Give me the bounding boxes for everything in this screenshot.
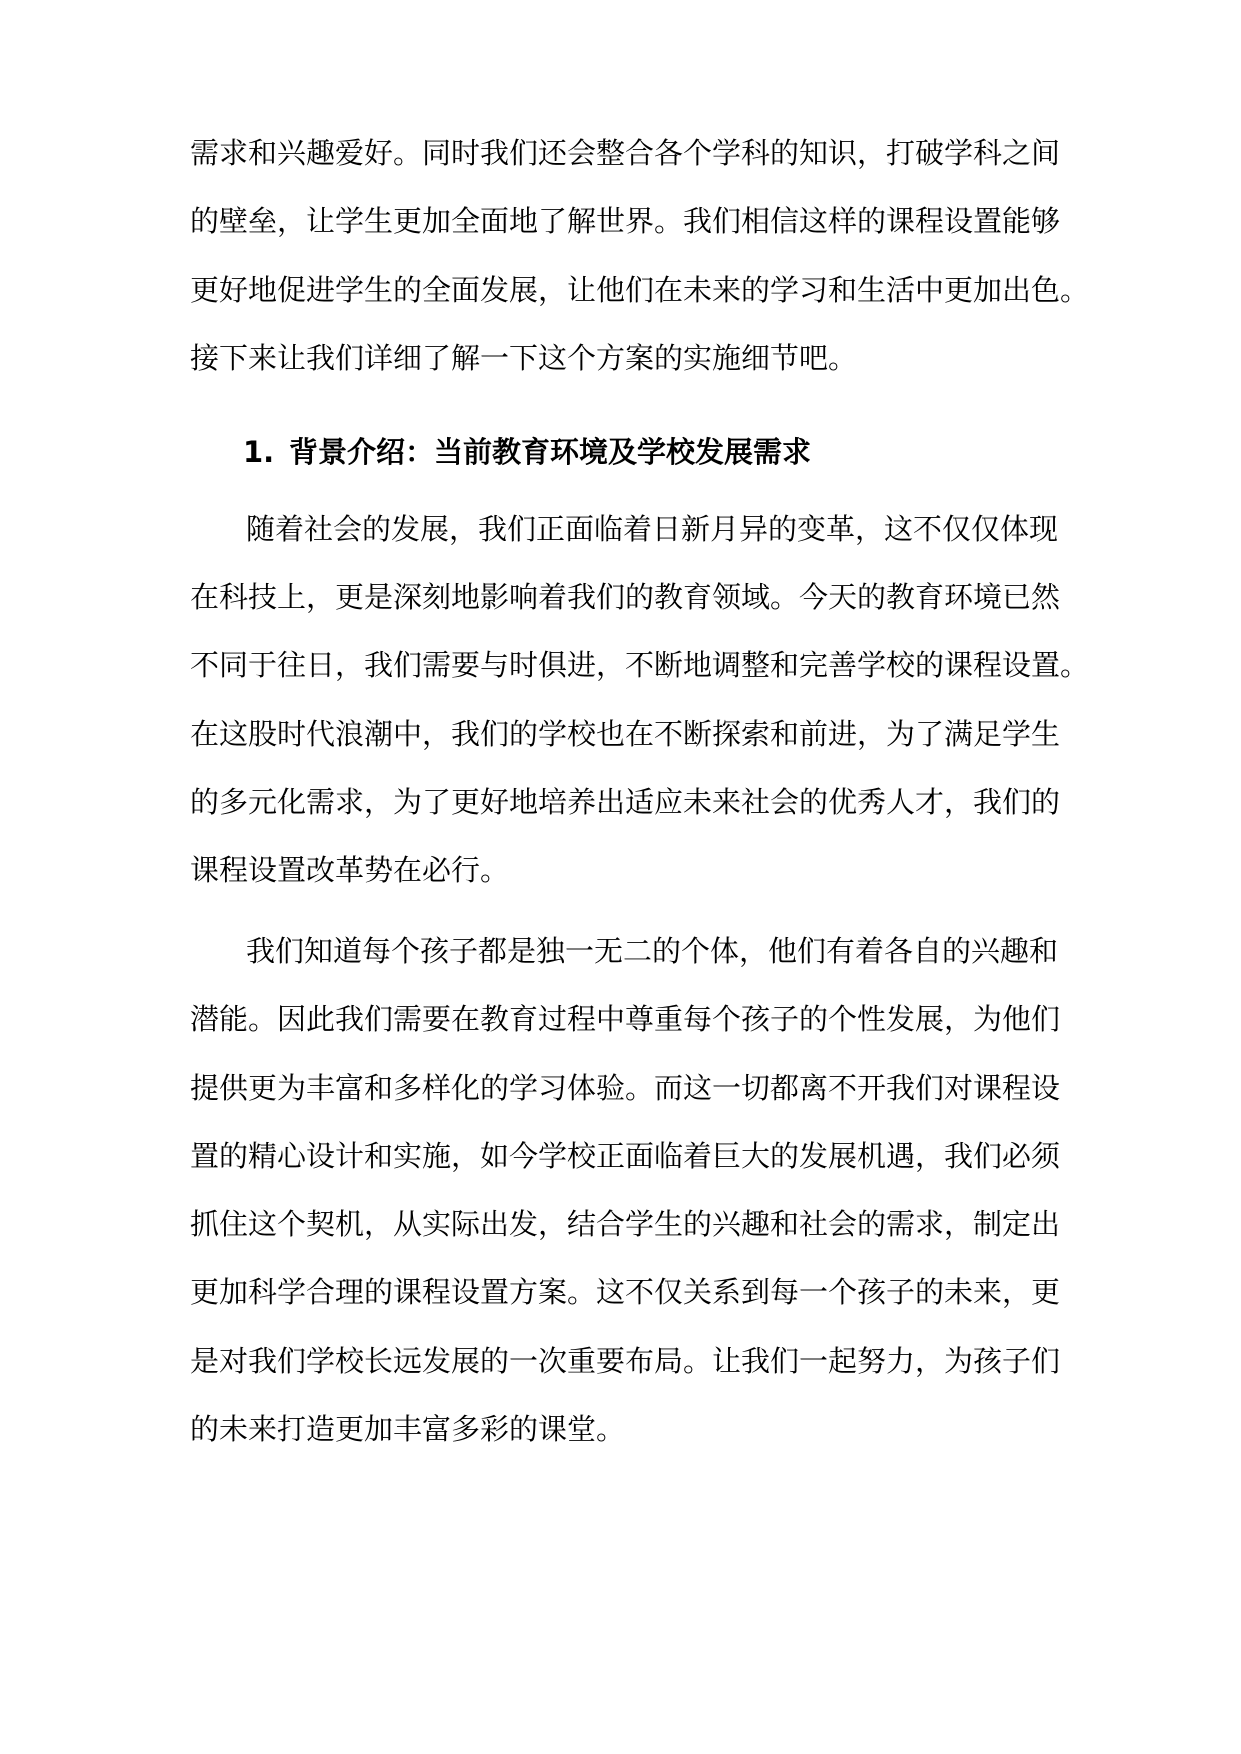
text-line: 在科技上，更是深刻地影响着我们的教育领域。今天的教育环境已然 — [190, 580, 1061, 614]
text-line: 更加科学合理的课程设置方案。这不仅关系到每一个孩子的未来，更 — [190, 1275, 1061, 1309]
text-line: 接下来让我们详细了解一下这个方案的实施细节吧。 — [190, 341, 858, 375]
text-line: 置的精心设计和实施，如今学校正面临着巨大的发展机遇，我们必须 — [190, 1139, 1061, 1173]
text-line: 不同于往日，我们需要与时俱进，不断地调整和完善学校的课程设置。 — [190, 648, 1090, 682]
section-heading — [243, 432, 811, 472]
text-line: 在这股时代浪潮中，我们的学校也在不断探索和前进，为了满足学生 — [190, 717, 1061, 751]
section-number: 1. — [243, 435, 275, 469]
text-line: 的多元化需求，为了更好地培养出适应未来社会的优秀人才，我们的 — [190, 785, 1061, 819]
text-line: 更好地促进学生的全面发展，让他们在未来的学习和生活中更加出色。 — [190, 273, 1090, 307]
text-line: 需求和兴趣爱好。同时我们还会整合各个学科的知识，打破学科之间 — [190, 136, 1061, 170]
text-line: 课程设置改革势在必行。 — [190, 853, 510, 887]
text-line: 的壁垒，让学生更加全面地了解世界。我们相信这样的课程设置能够 — [190, 204, 1061, 238]
text-line: 的未来打造更加丰富多彩的课堂。 — [190, 1412, 626, 1446]
text-line: 抓住这个契机，从实际出发，结合学生的兴趣和社会的需求，制定出 — [190, 1207, 1061, 1241]
text-line: 提供更为丰富和多样化的学习体验。而这一切都离不开我们对课程设 — [190, 1071, 1061, 1105]
text-line: 随着社会的发展，我们正面临着日新月异的变革，这不仅仅体现 — [246, 512, 1059, 546]
text-line: 潜能。因此我们需要在教育过程中尊重每个孩子的个性发展，为他们 — [190, 1002, 1061, 1036]
section-title: 背景介绍：当前教育环境及学校发展需求 — [289, 435, 812, 469]
text-line: 是对我们学校长远发展的一次重要布局。让我们一起努力，为孩子们 — [190, 1344, 1061, 1378]
text-line: 我们知道每个孩子都是独一无二的个体，他们有着各自的兴趣和 — [246, 934, 1059, 968]
